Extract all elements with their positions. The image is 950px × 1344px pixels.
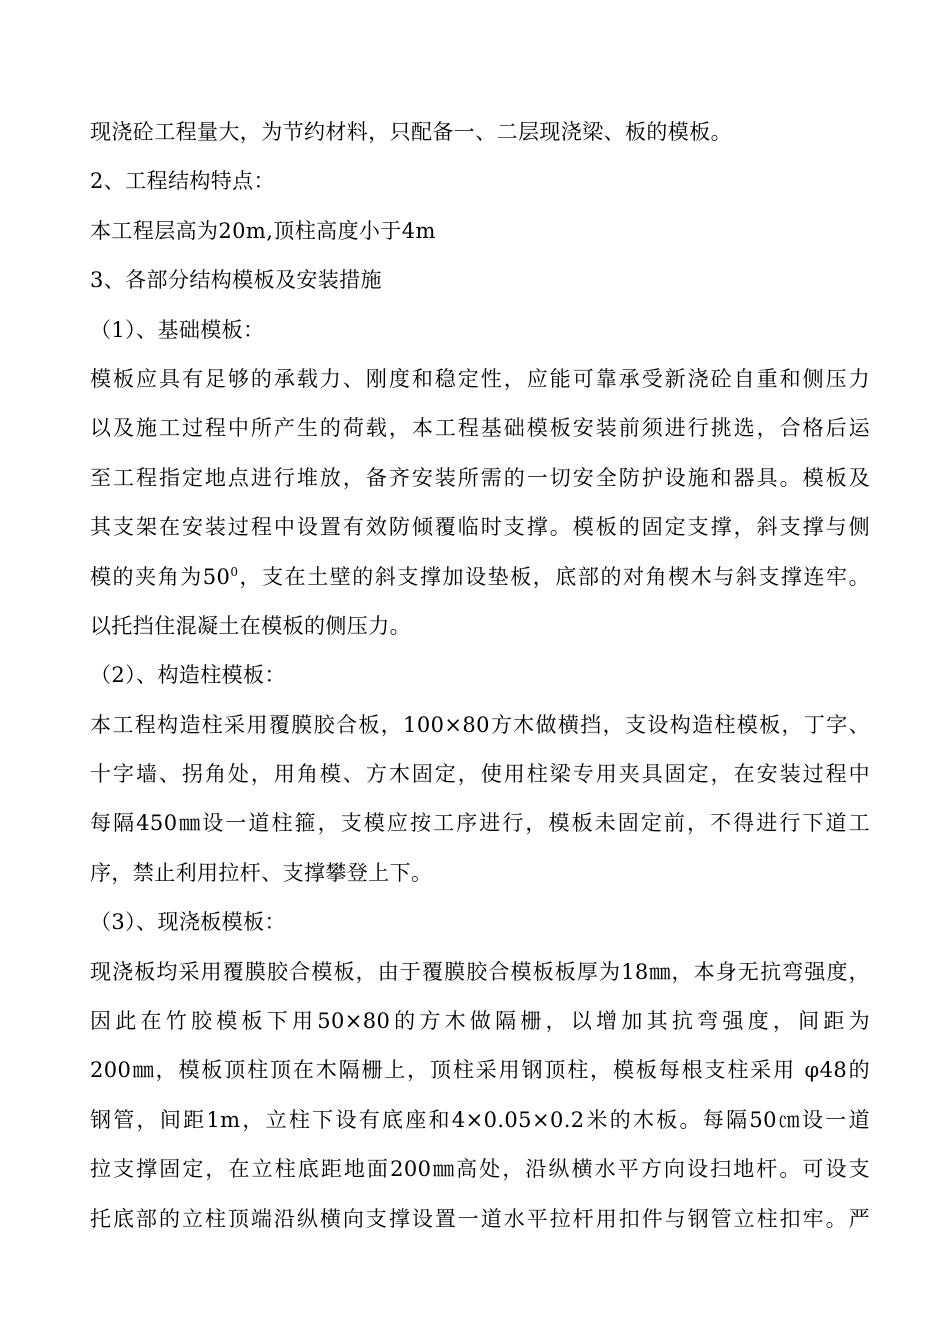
subsection-heading-column: （2）、构造柱模板： (90, 663, 286, 688)
text-line: 200㎜，模板顶柱顶在木隔栅上，顶柱采用钢顶柱，模板每根支柱采用 φ48的 (90, 1058, 870, 1083)
text-line: 其支架在安装过程中设置有效防倾覆临时支撑。模板的固定支撑，斜支撑与侧 (90, 515, 870, 540)
subsection-heading-foundation: （1）、基础模板： (90, 317, 265, 342)
text-line: 十字墙、拐角处，用角模、方木固定，使用柱梁专用夹具固定，在安装过程中 (90, 762, 870, 787)
text-line: 本工程层高为20m,顶柱高度小于4m (90, 218, 436, 243)
document-body (90, 108, 870, 1244)
text-line: 每隔450㎜设一道柱箍，支模应按工序进行，模板未固定前，不得进行下道工 (90, 811, 870, 836)
text-line: 现浇砼工程量大，为节约材料，只配备一、二层现浇梁、板的模板。 (90, 120, 732, 144)
text-line: 以及施工过程中所产生的荷载，本工程基础模板安装前须进行挑选，合格后运 (90, 416, 870, 441)
subsection-heading-slab: （3）、现浇板模板： (90, 910, 286, 935)
section-heading-structure: 2、工程结构特点： (90, 169, 275, 194)
text-segment: 模的夹角为50 (90, 564, 231, 589)
text-line: 模板应具有足够的承载力、刚度和稳定性，应能可靠承受新浇砼自重和侧压力 (90, 366, 870, 391)
text-line: 序，禁止利用拉杆、支撑攀登上下。 (90, 860, 433, 885)
text-line: 拉支撑固定，在立柱底距地面200㎜高处，沿纵横水平方向设扫地杆。可设支 (90, 1157, 870, 1182)
text-line: 钢管，间距1m，立柱下设有底座和4×0.05×0.2米的木板。每隔50㎝设一道 (90, 1107, 870, 1132)
section-heading-formwork: 3、各部分结构模板及安装措施 (90, 268, 382, 293)
text-line: 至工程指定地点进行堆放，备齐安装所需的一切安全防护设施和器具。模板及 (90, 465, 870, 490)
text-line: 托底部的立柱顶端沿纵横向支撑设置一道水平拉杆用扣件与钢管立柱扣牢。严 (90, 1206, 870, 1231)
superscript-degree: 0 (230, 564, 239, 579)
text-segment: ，支在土壁的斜支撑加设垫板，底部的对角楔木与斜支撑连牢。 (238, 564, 870, 589)
text-line-with-superscript (90, 553, 870, 602)
text-line: 以托挡住混凝土在模板的侧压力。 (90, 613, 411, 638)
text-line: 本工程构造柱采用覆膜胶合板，100×80方木做横挡，支设构造柱模板，丁字、 (90, 712, 870, 737)
text-line: 因此在竹胶模板下用50×80的方木做隔栅，以增加其抗弯强度，间距为 (90, 1009, 870, 1034)
text-line: 现浇板均采用覆膜胶合模板，由于覆膜胶合模板板厚为18㎜，本身无抗弯强度， (90, 959, 870, 984)
